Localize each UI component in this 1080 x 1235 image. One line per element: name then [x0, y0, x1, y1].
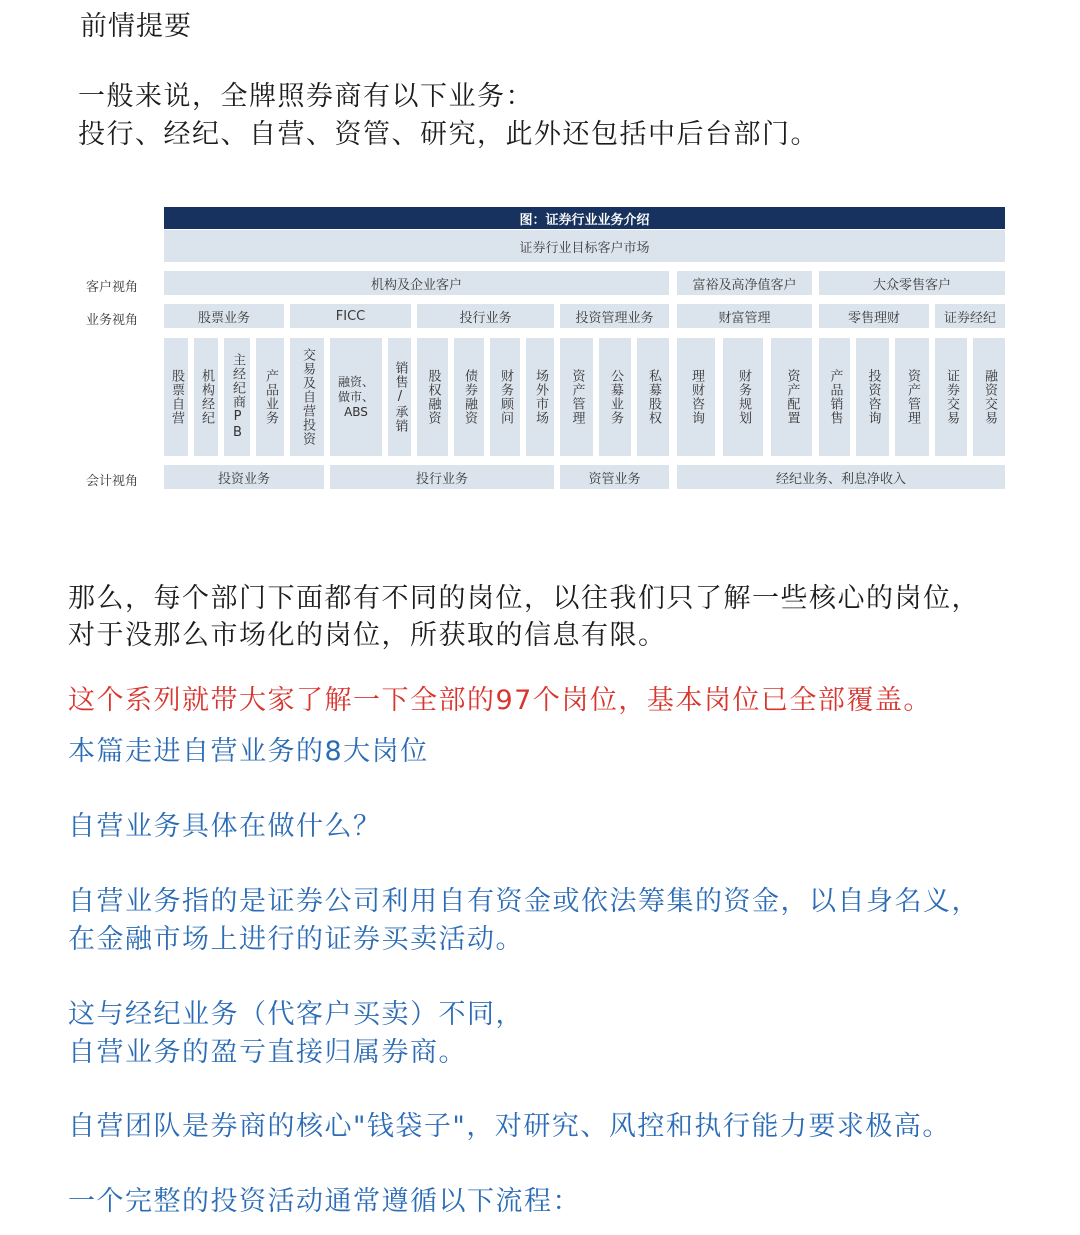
detail-column — [224, 338, 250, 456]
detail-label: 主经纪商PB — [230, 353, 245, 441]
definition-line-2: 在金融市场上进行的证券买卖活动。 — [68, 924, 524, 955]
paragraph-1-line-2: 对于没那么市场化的岗位，所获取的信息有限。 — [68, 620, 667, 651]
detail-label: 交易及自营投资 — [300, 348, 315, 446]
detail-label: 股票自营 — [169, 369, 184, 425]
customer-retail: 大众零售客户 — [819, 271, 1005, 295]
team-text: 自营团队是券商的核心"钱袋子"，对研究、风控和执行能力要求极高。 — [68, 1111, 951, 1142]
row-label-customer: 客户视角 — [86, 280, 139, 295]
customer-institution: 机构及企业客户 — [164, 271, 669, 295]
detail-label: 融资交易 — [982, 369, 997, 425]
accounting-am: 资管业务 — [560, 465, 669, 489]
detail-label: 证券交易 — [944, 369, 959, 425]
intro-heading: 前情提要 — [80, 11, 192, 42]
detail-column — [599, 338, 631, 456]
accounting-brokerage: 经纪业务、利息净收入 — [677, 465, 1005, 489]
detail-label: 理财咨询 — [689, 369, 704, 425]
detail-column — [637, 338, 669, 456]
detail-label: 股权融资 — [425, 369, 441, 425]
detail-label: 融资、做市、ABS — [337, 374, 374, 419]
row-label-business: 业务视角 — [86, 313, 139, 328]
detail-label: 财务规划 — [736, 369, 751, 425]
detail-column — [290, 338, 324, 456]
detail-label: 机构经纪 — [199, 369, 214, 425]
detail-column — [526, 338, 554, 456]
detail-column — [935, 338, 967, 456]
detail-column — [417, 338, 448, 456]
detail-label: 销售/承销 — [392, 361, 408, 433]
detail-label: 财务顾问 — [498, 369, 513, 425]
intro-line-1: 一般来说，全牌照券商有以下业务： — [78, 81, 534, 112]
accounting-ib: 投行业务 — [330, 465, 554, 489]
detail-label: 场外市场 — [533, 369, 548, 425]
detail-column — [194, 338, 218, 456]
business-retail-finance: 零售理财 — [819, 304, 929, 328]
flow-text: 一个完整的投资活动通常遵循以下流程： — [68, 1186, 581, 1217]
detail-label: 债券融资 — [462, 369, 477, 425]
figure-title: 图：证券行业业务介绍 — [164, 207, 1005, 229]
detail-column — [856, 338, 889, 456]
market-banner: 证券行业目标客户市场 — [164, 230, 1005, 262]
detail-label: 资产配置 — [784, 369, 800, 425]
accounting-investment: 投资业务 — [164, 465, 324, 489]
difference-line-1: 这与经纪业务（代客户买卖）不同， — [68, 999, 524, 1030]
detail-column — [723, 338, 763, 456]
customer-hnw: 富裕及高净值客户 — [677, 271, 812, 295]
detail-label: 投资咨询 — [865, 369, 881, 425]
business-ficc: FICC — [290, 304, 411, 328]
subtitle: 本篇走进自营业务的8大岗位 — [68, 736, 429, 767]
detail-column — [771, 338, 812, 456]
business-ib: 投行业务 — [417, 304, 554, 328]
business-figure — [76, 200, 1011, 492]
detail-label: 资产管理 — [569, 369, 585, 425]
row-label-accounting: 会计视角 — [86, 474, 139, 489]
detail-column — [819, 338, 850, 456]
business-am: 投资管理业务 — [560, 304, 669, 328]
detail-column — [164, 338, 188, 456]
detail-column — [895, 338, 929, 456]
detail-column — [256, 338, 284, 456]
paragraph-1-line-1: 那么，每个部门下面都有不同的岗位，以往我们只了解一些核心的岗位， — [68, 583, 980, 614]
business-wealth: 财富管理 — [677, 304, 812, 328]
detail-label: 产品销售 — [827, 369, 843, 425]
highlight-text: 这个系列就带大家了解一下全部的97个岗位，基本岗位已全部覆盖。 — [68, 685, 932, 716]
detail-column — [454, 338, 484, 456]
detail-label: 私募股权 — [646, 369, 661, 425]
detail-column — [490, 338, 520, 456]
detail-label: 公募业务 — [608, 369, 623, 425]
intro-line-2: 投行、经纪、自营、资管、研究，此外还包括中后台部门。 — [78, 119, 819, 150]
question: 自营业务具体在做什么？ — [68, 811, 382, 842]
detail-column — [330, 338, 382, 456]
detail-column — [677, 338, 715, 456]
business-brokerage: 证券经纪 — [935, 304, 1005, 328]
business-equity: 股票业务 — [164, 304, 284, 328]
detail-label: 资产管理 — [905, 369, 920, 425]
definition-line-1: 自营业务指的是证券公司利用自有资金或依法筹集的资金，以自身名义， — [68, 886, 980, 917]
detail-label: 产品业务 — [263, 369, 278, 425]
difference-line-2: 自营业务的盈亏直接归属券商。 — [68, 1037, 467, 1068]
detail-column — [388, 338, 411, 456]
detail-column — [973, 338, 1005, 456]
detail-column — [560, 338, 593, 456]
